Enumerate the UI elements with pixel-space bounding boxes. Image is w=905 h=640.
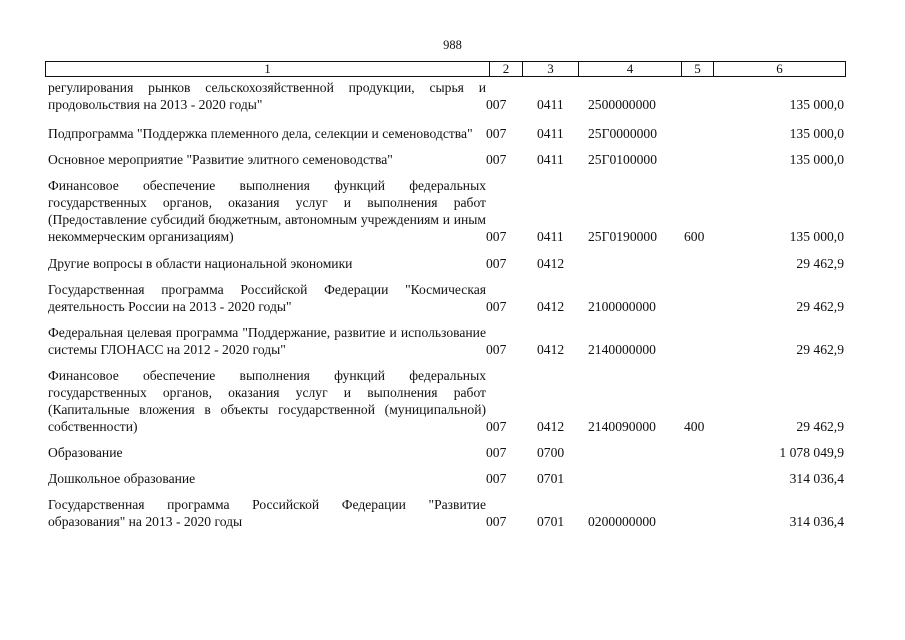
table-row: [48, 367, 848, 435]
row-section: 0411: [537, 152, 564, 167]
row-article: 25Г0000000: [588, 126, 658, 141]
table-row: [48, 470, 848, 487]
row-code: 007: [486, 229, 507, 244]
row-section: 0701: [537, 514, 565, 529]
row-article: 2140000000: [588, 342, 656, 357]
row-sum: 314 036,4: [789, 471, 844, 486]
table-row: [48, 79, 848, 113]
row-sum: 135 000,0: [789, 97, 844, 112]
row-name: Государственная программа Российской Федерации "Космическая деятельность России на 2013 - 2020 годы": [48, 282, 486, 314]
row-name: Подпрограмма "Поддержка племенного дела, селекции и семеноводства": [48, 126, 473, 141]
row-name: Финансовое обеспечение выполнения функций федеральных государственных органов, оказания услуг и выполнения работ (Капитальные вложения в объекты государственной (муниципальной) собственности): [48, 368, 486, 434]
table-row: [48, 444, 848, 461]
table-row: [48, 255, 848, 272]
row-name: Другие вопросы в области национальной экономики: [48, 256, 353, 271]
row-name: регулирования рынков сельскохозяйственной продукции, сырья и продовольствия на 2013 - 2020 годы": [48, 80, 486, 112]
table-row: [48, 281, 848, 315]
table-row: [48, 496, 848, 530]
row-section: 0411: [537, 126, 564, 141]
table-row: [48, 151, 848, 168]
row-code: 007: [486, 445, 507, 460]
row-section: 0700: [537, 445, 565, 460]
row-sum: 29 462,9: [796, 419, 844, 434]
row-code: 007: [486, 126, 507, 141]
row-sum: 29 462,9: [796, 299, 844, 314]
row-section: 0412: [537, 299, 565, 314]
row-name: Основное мероприятие "Развитие элитного семеноводства": [48, 152, 393, 167]
row-sum: 29 462,9: [796, 256, 844, 271]
header-col-6: 6: [776, 61, 783, 76]
row-code: 007: [486, 152, 507, 167]
header-col-3: 3: [523, 62, 579, 76]
row-kind: 600: [684, 229, 705, 244]
row-code: 007: [486, 97, 507, 112]
table-row: [48, 324, 848, 358]
table-row: [48, 125, 848, 142]
row-sum: 135 000,0: [789, 126, 844, 141]
row-section: 0412: [537, 256, 565, 271]
table-body: [48, 79, 848, 530]
row-article: 25Г0190000: [588, 229, 658, 244]
row-article: 2100000000: [588, 299, 656, 314]
row-code: 007: [486, 299, 507, 314]
row-article: 2500000000: [588, 97, 656, 112]
row-section: 0701: [537, 471, 565, 486]
row-name: Финансовое обеспечение выполнения функций федеральных государственных органов, оказания услуг и выполнения работ (Предоставление субсидий бюджетным, автономным учреждениям и иным некоммерческим организациям): [48, 178, 486, 244]
row-name: Федеральная целевая программа "Поддержание, развитие и использование системы ГЛОНАСС на 2012 - 2020 годы": [48, 325, 486, 357]
row-section: 0411: [537, 229, 564, 244]
header-col-2: 2: [490, 62, 523, 76]
row-section: 0412: [537, 342, 565, 357]
row-code: 007: [486, 342, 507, 357]
row-code: 007: [486, 514, 507, 529]
row-sum: 314 036,4: [789, 514, 844, 529]
row-sum: 135 000,0: [789, 152, 844, 167]
row-code: 007: [486, 419, 507, 434]
header-col-5: 5: [682, 62, 714, 76]
row-code: 007: [486, 471, 507, 486]
row-sum: 29 462,9: [796, 342, 844, 357]
row-article: 0200000000: [588, 514, 656, 529]
row-article: 25Г0100000: [588, 152, 658, 167]
row-kind: 400: [684, 419, 705, 434]
row-section: 0412: [537, 419, 565, 434]
page-number: 988: [443, 38, 462, 52]
row-name: Дошкольное образование: [48, 471, 196, 486]
row-article: 2140090000: [588, 419, 656, 434]
row-section: 0411: [537, 97, 564, 112]
row-sum: 135 000,0: [789, 229, 844, 244]
header-col-1: 1: [46, 62, 490, 76]
row-sum: 1 078 049,9: [779, 445, 844, 460]
row-code: 007: [486, 256, 507, 271]
table-row: [48, 177, 848, 245]
row-name: Государственная программа Российской Федерации "Развитие образования" на 2013 - 2020 годы: [48, 497, 486, 529]
header-col-4: 4: [579, 62, 682, 76]
table-header: [45, 61, 846, 77]
row-name: Образование: [48, 445, 123, 460]
